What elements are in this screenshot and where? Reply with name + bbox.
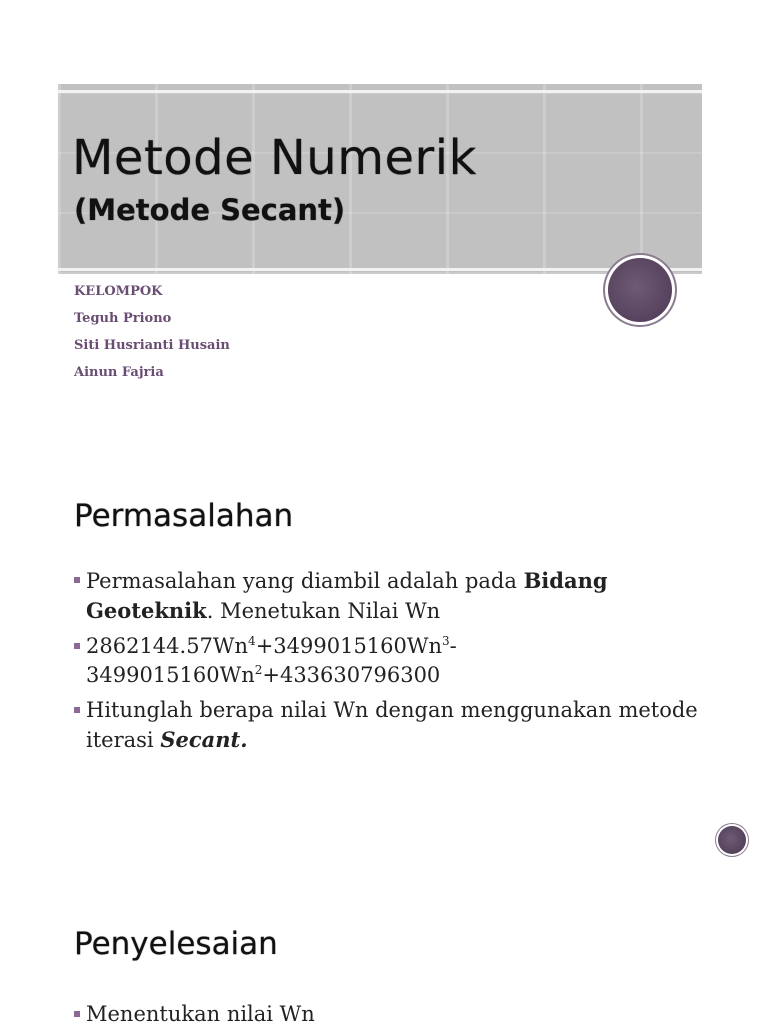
band-bottom-line — [58, 268, 702, 271]
equation-exponent: 3 — [442, 634, 450, 648]
equation-exponent: 4 — [248, 634, 256, 648]
solution-slide — [0, 900, 768, 1024]
bullet-square-icon — [74, 643, 80, 649]
bullet-text: . Menetukan Nilai Wn — [206, 599, 441, 623]
bullet-text: Permasalahan yang diambil adalah pada — [86, 569, 524, 593]
equation-term: +3499015160Wn — [255, 634, 443, 658]
decorative-circle-icon — [718, 826, 746, 854]
bullet-square-icon — [74, 577, 80, 583]
bullet-text: Hitunglah berapa nilai Wn dengan menggunakan metode iterasi — [86, 698, 698, 752]
equation-exponent: 2 — [254, 663, 263, 677]
bullet-list — [74, 1000, 714, 1035]
group-label: KELOMPOK — [74, 284, 163, 299]
member-name: Teguh Priono — [74, 311, 172, 326]
bullet-bold-italic-text: Secant. — [160, 727, 248, 752]
bullet-bold-text: Bidang Geoteknik — [86, 568, 608, 623]
title-slide — [0, 0, 768, 420]
group-members — [74, 278, 230, 386]
slide-title: Metode Numerik — [72, 130, 477, 186]
problem-slide — [0, 470, 768, 870]
slide-subtitle: (Metode Secant) — [74, 193, 346, 227]
bullet-item — [74, 696, 714, 755]
bullet-item — [74, 566, 714, 626]
bullet-text: Menentukan nilai Wn — [86, 1002, 315, 1026]
bullet-list — [74, 566, 714, 761]
bullet-square-icon — [74, 707, 80, 713]
member-name: Siti Husrianti Husain — [74, 338, 230, 353]
band-top-line — [58, 90, 702, 93]
slide-heading: Permasalahan — [74, 498, 294, 534]
bullet-square-icon — [74, 1011, 80, 1017]
equation-term: -3499015160Wn — [86, 634, 457, 687]
equation-term: 2862144.57Wn — [86, 634, 249, 658]
bullet-item — [74, 1000, 714, 1029]
member-name: Ainun Fajria — [74, 365, 164, 380]
bullet-item — [74, 632, 714, 690]
equation-term: +433630796300 — [262, 663, 441, 687]
slide-heading: Penyelesaian — [74, 926, 278, 962]
decorative-circle-icon — [608, 258, 672, 322]
